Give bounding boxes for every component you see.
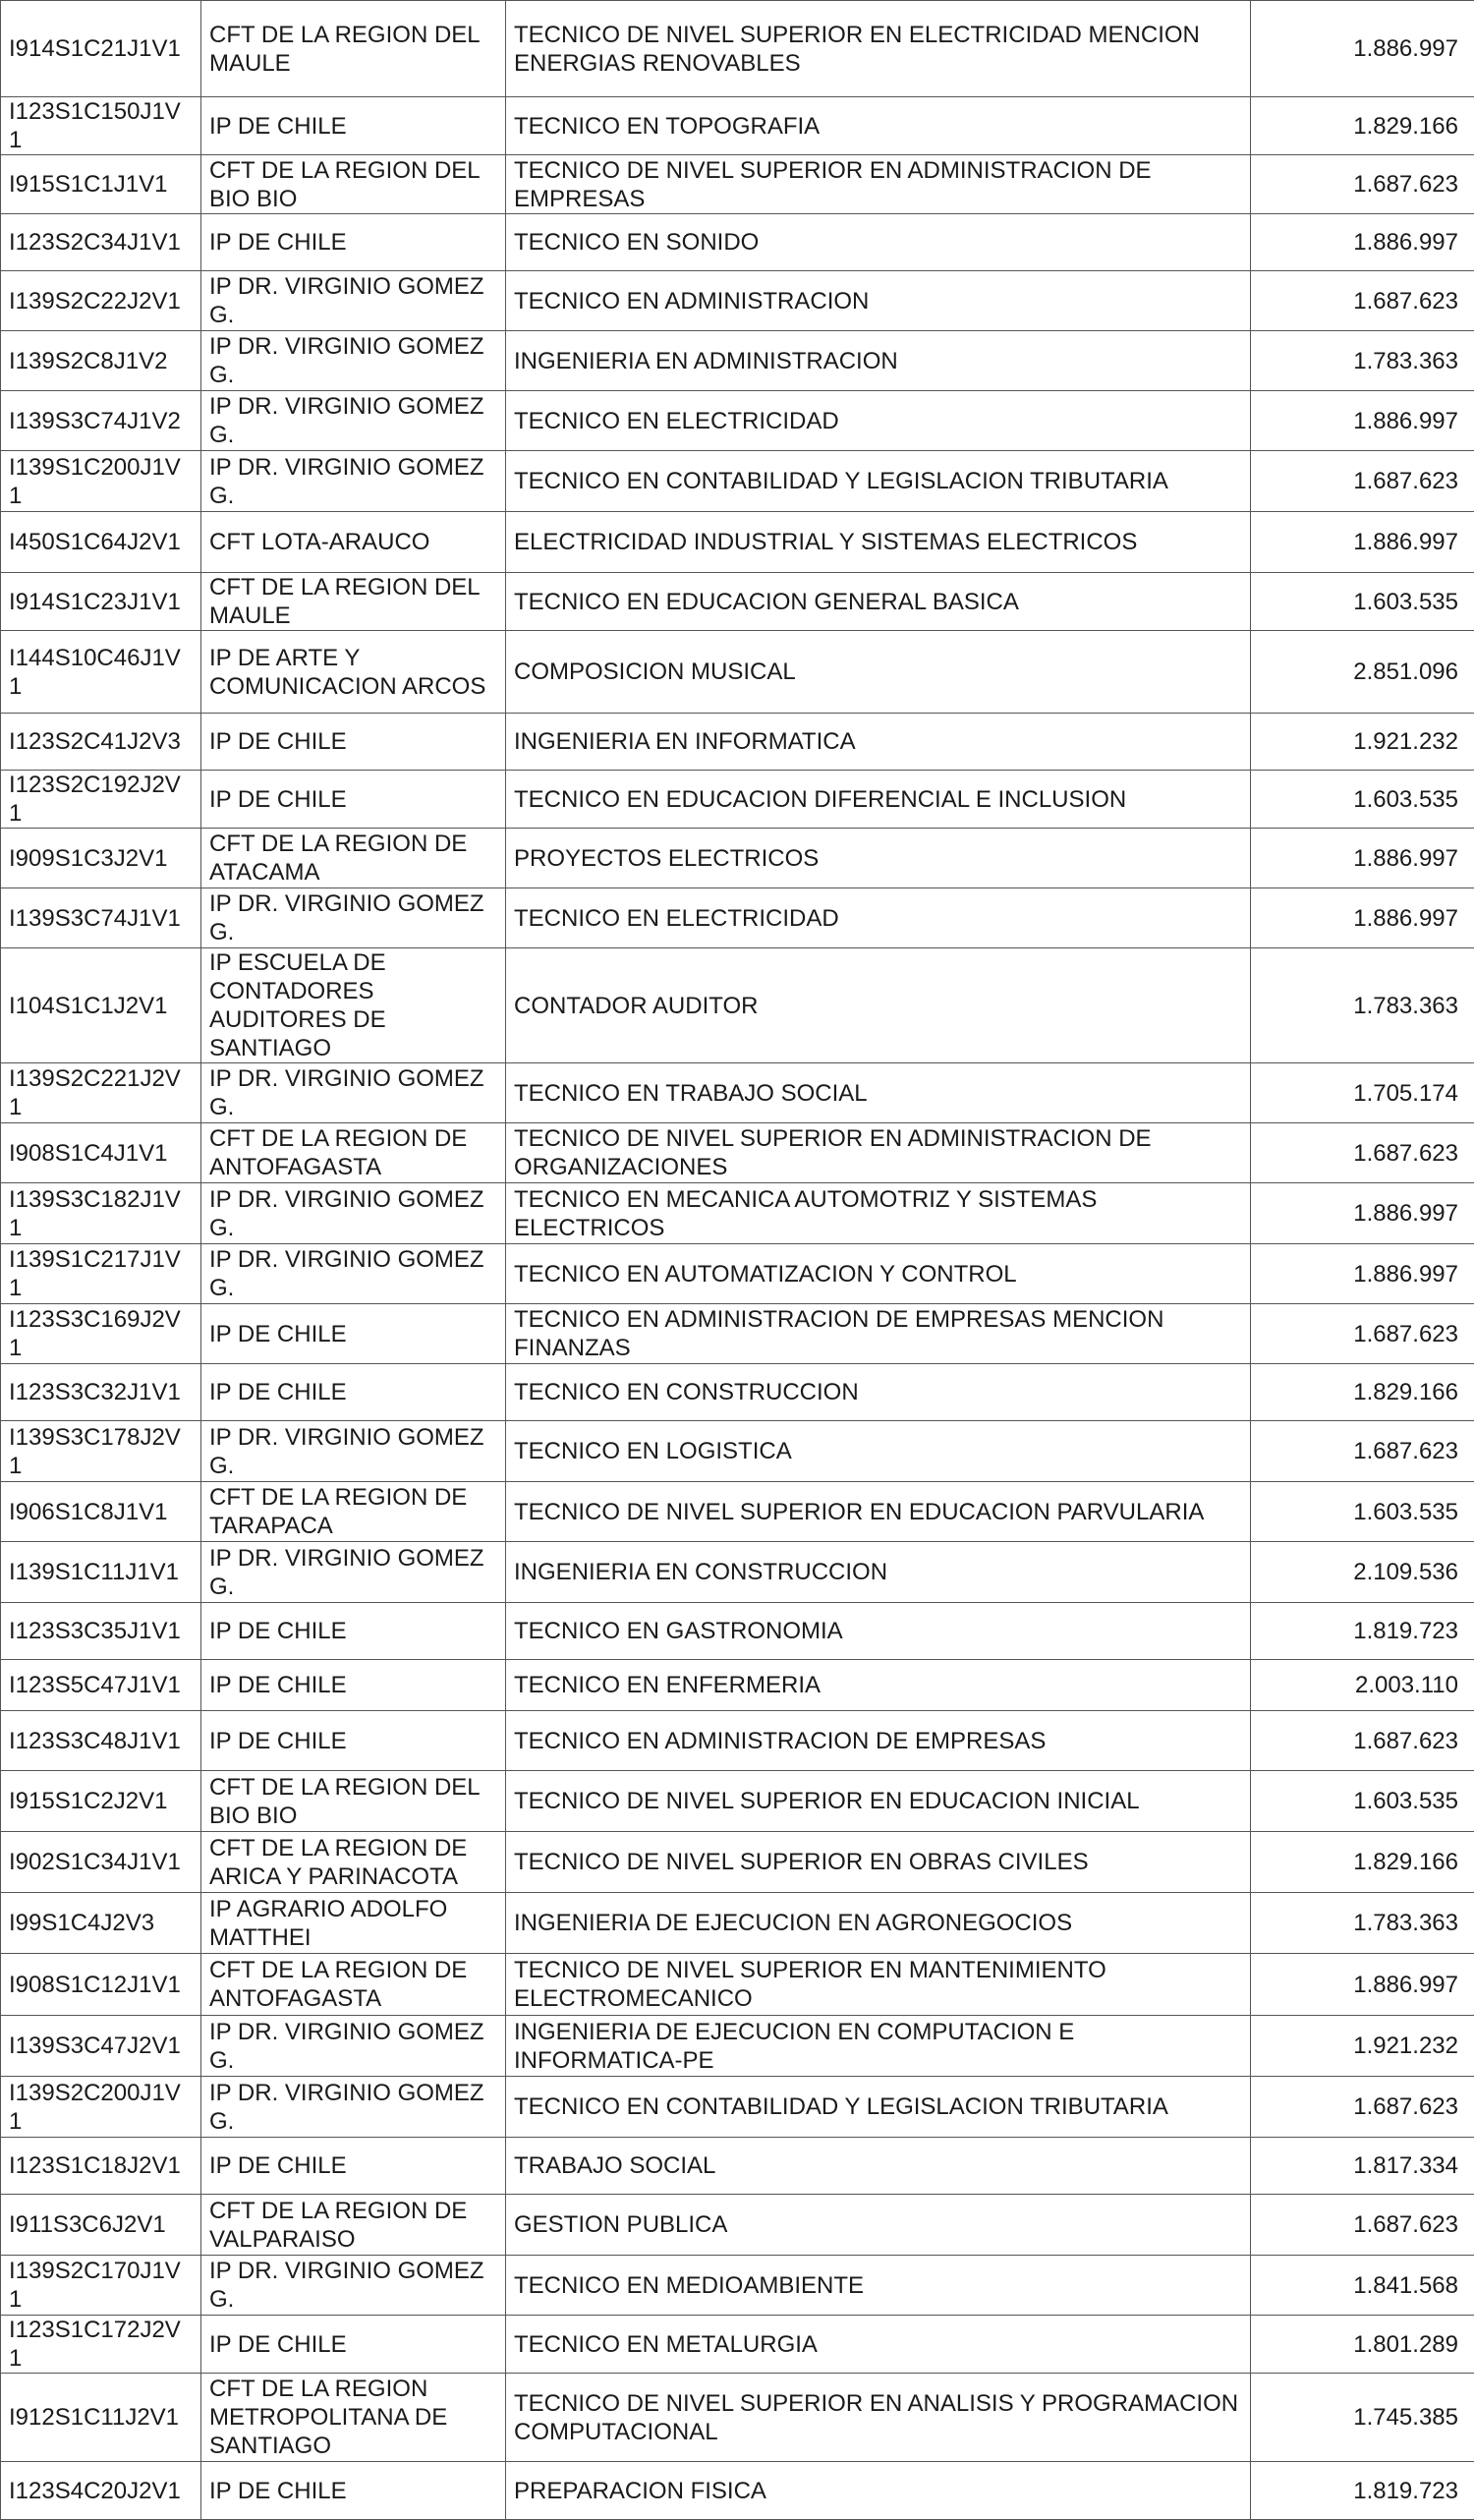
table-row [1,1482,1474,1542]
program-name-cell: TECNICO DE NIVEL SUPERIOR EN EDUCACION INICIAL [506,1771,1251,1832]
institution-cell: IP DR. VIRGINIO GOMEZ G. [201,271,506,331]
institution-cell: CFT DE LA REGION DEL MAULE [201,573,506,631]
amount-cell: 1.687.623 [1251,1304,1474,1364]
program-name-cell: TECNICO EN CONTABILIDAD Y LEGISLACION TRIBUTARIA [506,451,1251,512]
amount-cell: 1.886.997 [1251,829,1474,888]
amount-cell: 1.886.997 [1251,1,1474,97]
amount-cell: 1.745.385 [1251,2374,1474,2462]
amount-cell: 1.783.363 [1251,1893,1474,1954]
table-row [1,1304,1474,1364]
table-row [1,1,1474,97]
program-name-cell: TECNICO EN AUTOMATIZACION Y CONTROL [506,1244,1251,1304]
table-row [1,1063,1474,1123]
table-row [1,1832,1474,1893]
program-name-cell: INGENIERIA EN CONSTRUCCION [506,1542,1251,1603]
program-code-cell: I104S1C1J2V1 [1,948,201,1063]
program-code-cell: I139S3C178J2V1 [1,1421,201,1482]
table-row [1,97,1474,155]
table-row [1,391,1474,451]
program-name-cell: TECNICO DE NIVEL SUPERIOR EN ADMINISTRACION DE ORGANIZACIONES [506,1123,1251,1183]
institution-cell: IP ESCUELA DE CONTADORES AUDITORES DE SANTIAGO [201,948,506,1063]
amount-cell: 1.603.535 [1251,1482,1474,1542]
program-code-cell: I123S2C192J2V1 [1,771,201,829]
amount-cell: 2.109.536 [1251,1542,1474,1603]
institution-cell: IP DR. VIRGINIO GOMEZ G. [201,888,506,948]
amount-cell: 1.886.997 [1251,391,1474,451]
program-name-cell: TECNICO DE NIVEL SUPERIOR EN MANTENIMIENTO ELECTROMECANICO [506,1954,1251,2016]
institution-cell: IP DR. VIRGINIO GOMEZ G. [201,1421,506,1482]
amount-cell: 1.829.166 [1251,1364,1474,1421]
amount-cell: 1.687.623 [1251,451,1474,512]
table-row [1,631,1474,714]
table-row [1,1421,1474,1482]
table-row [1,331,1474,391]
program-name-cell: TECNICO EN ADMINISTRACION [506,271,1251,331]
institution-cell: IP DR. VIRGINIO GOMEZ G. [201,2016,506,2077]
amount-cell: 1.886.997 [1251,512,1474,573]
institution-cell: IP DE CHILE [201,2138,506,2195]
institution-cell: IP DE CHILE [201,214,506,271]
table-row [1,2256,1474,2316]
amount-cell: 1.841.568 [1251,2256,1474,2316]
institution-cell: IP DE CHILE [201,2462,506,2520]
institution-cell: CFT DE LA REGION DE ARICA Y PARINACOTA [201,1832,506,1893]
program-code-cell: I914S1C21J1V1 [1,1,201,97]
program-code-cell: I911S3C6J2V1 [1,2195,201,2256]
program-code-cell: I123S3C48J1V1 [1,1711,201,1771]
program-code-cell: I139S1C11J1V1 [1,1542,201,1603]
table-row [1,888,1474,948]
table-row [1,1183,1474,1244]
program-name-cell: INGENIERIA DE EJECUCION EN AGRONEGOCIOS [506,1893,1251,1954]
program-name-cell: TECNICO EN CONSTRUCCION [506,1364,1251,1421]
amount-cell: 1.819.723 [1251,2462,1474,2520]
program-name-cell: GESTION PUBLICA [506,2195,1251,2256]
institution-cell: IP DE CHILE [201,1711,506,1771]
table-row [1,512,1474,573]
program-code-cell: I915S1C2J2V1 [1,1771,201,1832]
program-name-cell: TECNICO EN EDUCACION DIFERENCIAL E INCLUSION [506,771,1251,829]
program-code-cell: I139S3C74J1V2 [1,391,201,451]
table-row [1,451,1474,512]
program-name-cell: TECNICO EN ELECTRICIDAD [506,888,1251,948]
table-row [1,2374,1474,2462]
program-name-cell: CONTADOR AUDITOR [506,948,1251,1063]
table-row [1,1954,1474,2016]
amount-cell: 1.603.535 [1251,573,1474,631]
program-code-cell: I139S1C200J1V1 [1,451,201,512]
institution-cell: IP DE CHILE [201,97,506,155]
program-code-cell: I99S1C4J2V3 [1,1893,201,1954]
program-code-cell: I144S10C46J1V1 [1,631,201,714]
program-code-cell: I123S2C41J2V3 [1,714,201,771]
amount-cell: 1.687.623 [1251,271,1474,331]
program-name-cell: TECNICO EN ADMINISTRACION DE EMPRESAS MENCION FINANZAS [506,1304,1251,1364]
program-code-cell: I908S1C12J1V1 [1,1954,201,2016]
institution-cell: CFT DE LA REGION DE TARAPACA [201,1482,506,1542]
program-name-cell: TECNICO EN ADMINISTRACION DE EMPRESAS [506,1711,1251,1771]
institution-cell: IP DR. VIRGINIO GOMEZ G. [201,2077,506,2138]
amount-cell: 1.801.289 [1251,2316,1474,2374]
program-name-cell: TECNICO EN TOPOGRAFIA [506,97,1251,155]
table-row [1,1893,1474,1954]
institution-cell: IP DE CHILE [201,1364,506,1421]
program-code-cell: I912S1C11J2V1 [1,2374,201,2462]
amount-cell: 1.886.997 [1251,214,1474,271]
program-name-cell: TECNICO EN ENFERMERIA [506,1660,1251,1711]
amount-cell: 1.687.623 [1251,1421,1474,1482]
institution-cell: IP DE CHILE [201,2316,506,2374]
table-body [1,1,1474,2520]
program-code-cell: I123S3C35J1V1 [1,1603,201,1660]
amount-cell: 1.687.623 [1251,155,1474,214]
table-row [1,2138,1474,2195]
program-name-cell: PREPARACION FISICA [506,2462,1251,2520]
amount-cell: 1.687.623 [1251,1711,1474,1771]
program-name-cell: TECNICO EN ELECTRICIDAD [506,391,1251,451]
program-code-cell: I139S2C22J2V1 [1,271,201,331]
program-name-cell: TECNICO DE NIVEL SUPERIOR EN ELECTRICIDAD MENCION ENERGIAS RENOVABLES [506,1,1251,97]
program-name-cell: COMPOSICION MUSICAL [506,631,1251,714]
table-row [1,1660,1474,1711]
table-row [1,2195,1474,2256]
institution-cell: IP DR. VIRGINIO GOMEZ G. [201,2256,506,2316]
program-name-cell: INGENIERIA EN ADMINISTRACION [506,331,1251,391]
program-name-cell: TECNICO DE NIVEL SUPERIOR EN EDUCACION PARVULARIA [506,1482,1251,1542]
institution-cell: IP DR. VIRGINIO GOMEZ G. [201,1063,506,1123]
amount-cell: 1.921.232 [1251,714,1474,771]
table-row [1,1244,1474,1304]
program-code-cell: I123S1C18J2V1 [1,2138,201,2195]
institution-cell: IP AGRARIO ADOLFO MATTHEI [201,1893,506,1954]
institution-cell: CFT DE LA REGION DE ATACAMA [201,829,506,888]
program-code-cell: I139S2C8J1V2 [1,331,201,391]
program-code-cell: I902S1C34J1V1 [1,1832,201,1893]
amount-cell: 1.687.623 [1251,2195,1474,2256]
program-code-cell: I123S4C20J2V1 [1,2462,201,2520]
program-code-cell: I123S2C34J1V1 [1,214,201,271]
program-name-cell: INGENIERIA DE EJECUCION EN COMPUTACION E INFORMATICA-PE [506,2016,1251,2077]
amount-cell: 1.829.166 [1251,97,1474,155]
institution-cell: CFT DE LA REGION DEL MAULE [201,1,506,97]
program-name-cell: PROYECTOS ELECTRICOS [506,829,1251,888]
amount-cell: 1.687.623 [1251,2077,1474,2138]
program-name-cell: TECNICO EN GASTRONOMIA [506,1603,1251,1660]
amount-cell: 1.921.232 [1251,2016,1474,2077]
table-row [1,948,1474,1063]
table-row [1,155,1474,214]
program-code-cell: I123S5C47J1V1 [1,1660,201,1711]
institution-cell: CFT DE LA REGION DE ANTOFAGASTA [201,1954,506,2016]
institution-cell: IP DR. VIRGINIO GOMEZ G. [201,1542,506,1603]
program-code-cell: I914S1C23J1V1 [1,573,201,631]
institution-cell: CFT DE LA REGION DE ANTOFAGASTA [201,1123,506,1183]
amount-cell: 1.817.334 [1251,2138,1474,2195]
table-row [1,2316,1474,2374]
amount-cell: 1.783.363 [1251,948,1474,1063]
institution-cell: IP DE CHILE [201,1603,506,1660]
amount-cell: 2.851.096 [1251,631,1474,714]
table-row [1,829,1474,888]
amount-cell: 2.003.110 [1251,1660,1474,1711]
institution-cell: IP DR. VIRGINIO GOMEZ G. [201,331,506,391]
table-row [1,2077,1474,2138]
program-code-cell: I908S1C4J1V1 [1,1123,201,1183]
program-code-cell: I123S1C172J2V1 [1,2316,201,2374]
institution-cell: IP DR. VIRGINIO GOMEZ G. [201,1244,506,1304]
institution-cell: CFT DE LA REGION DEL BIO BIO [201,1771,506,1832]
institution-cell: IP DE CHILE [201,1304,506,1364]
program-code-cell: I123S1C150J1V1 [1,97,201,155]
amount-cell: 1.783.363 [1251,331,1474,391]
program-name-cell: TECNICO EN MECANICA AUTOMOTRIZ Y SISTEMAS ELECTRICOS [506,1183,1251,1244]
institution-cell: CFT DE LA REGION DEL BIO BIO [201,155,506,214]
table-row [1,1123,1474,1183]
program-code-cell: I139S3C47J2V1 [1,2016,201,2077]
program-code-cell: I139S1C217J1V1 [1,1244,201,1304]
program-name-cell: TECNICO EN MEDIOAMBIENTE [506,2256,1251,2316]
institution-cell: IP DR. VIRGINIO GOMEZ G. [201,1183,506,1244]
table-row [1,1542,1474,1603]
program-name-cell: TECNICO DE NIVEL SUPERIOR EN OBRAS CIVILES [506,1832,1251,1893]
amount-cell: 1.603.535 [1251,1771,1474,1832]
program-code-cell: I450S1C64J2V1 [1,512,201,573]
amount-cell: 1.687.623 [1251,1123,1474,1183]
program-name-cell: TECNICO EN EDUCACION GENERAL BASICA [506,573,1251,631]
amount-cell: 1.886.997 [1251,1244,1474,1304]
table-row [1,1771,1474,1832]
amount-cell: 1.886.997 [1251,1183,1474,1244]
amount-cell: 1.819.723 [1251,1603,1474,1660]
table-row [1,714,1474,771]
program-code-cell: I909S1C3J2V1 [1,829,201,888]
institution-cell: CFT LOTA-ARAUCO [201,512,506,573]
table-row [1,2016,1474,2077]
program-code-cell: I139S2C170J1V1 [1,2256,201,2316]
institution-cell: IP DE CHILE [201,771,506,829]
program-code-cell: I139S2C200J1V1 [1,2077,201,2138]
program-code-cell: I906S1C8J1V1 [1,1482,201,1542]
amount-cell: 1.829.166 [1251,1832,1474,1893]
institution-cell: CFT DE LA REGION METROPOLITANA DE SANTIAGO [201,2374,506,2462]
program-name-cell: TRABAJO SOCIAL [506,2138,1251,2195]
institution-cell: IP DE CHILE [201,714,506,771]
table-row [1,1364,1474,1421]
table-row [1,2462,1474,2520]
program-name-cell: TECNICO EN LOGISTICA [506,1421,1251,1482]
institution-cell: CFT DE LA REGION DE VALPARAISO [201,2195,506,2256]
program-name-cell: TECNICO EN SONIDO [506,214,1251,271]
program-name-cell: INGENIERIA EN INFORMATICA [506,714,1251,771]
program-code-cell: I139S3C74J1V1 [1,888,201,948]
table-row [1,214,1474,271]
program-name-cell: TECNICO DE NIVEL SUPERIOR EN ADMINISTRACION DE EMPRESAS [506,155,1251,214]
program-code-cell: I123S3C169J2V1 [1,1304,201,1364]
table-row [1,271,1474,331]
amount-cell: 1.705.174 [1251,1063,1474,1123]
institution-cell: IP DE CHILE [201,1660,506,1711]
institution-cell: IP DR. VIRGINIO GOMEZ G. [201,451,506,512]
amount-cell: 1.603.535 [1251,771,1474,829]
program-code-cell: I139S3C182J1V1 [1,1183,201,1244]
table-row [1,1603,1474,1660]
institution-cell: IP DE ARTE Y COMUNICACION ARCOS [201,631,506,714]
table-row [1,573,1474,631]
amount-cell: 1.886.997 [1251,888,1474,948]
table-row [1,771,1474,829]
program-name-cell: TECNICO EN METALURGIA [506,2316,1251,2374]
program-code-cell: I915S1C1J1V1 [1,155,201,214]
program-name-cell: ELECTRICIDAD INDUSTRIAL Y SISTEMAS ELECTRICOS [506,512,1251,573]
program-code-cell: I123S3C32J1V1 [1,1364,201,1421]
program-name-cell: TECNICO EN CONTABILIDAD Y LEGISLACION TRIBUTARIA [506,2077,1251,2138]
table-row [1,1711,1474,1771]
institution-cell: IP DR. VIRGINIO GOMEZ G. [201,391,506,451]
amount-cell: 1.886.997 [1251,1954,1474,2016]
program-name-cell: TECNICO EN TRABAJO SOCIAL [506,1063,1251,1123]
program-name-cell: TECNICO DE NIVEL SUPERIOR EN ANALISIS Y PROGRAMACION COMPUTACIONAL [506,2374,1251,2462]
program-code-cell: I139S2C221J2V1 [1,1063,201,1123]
